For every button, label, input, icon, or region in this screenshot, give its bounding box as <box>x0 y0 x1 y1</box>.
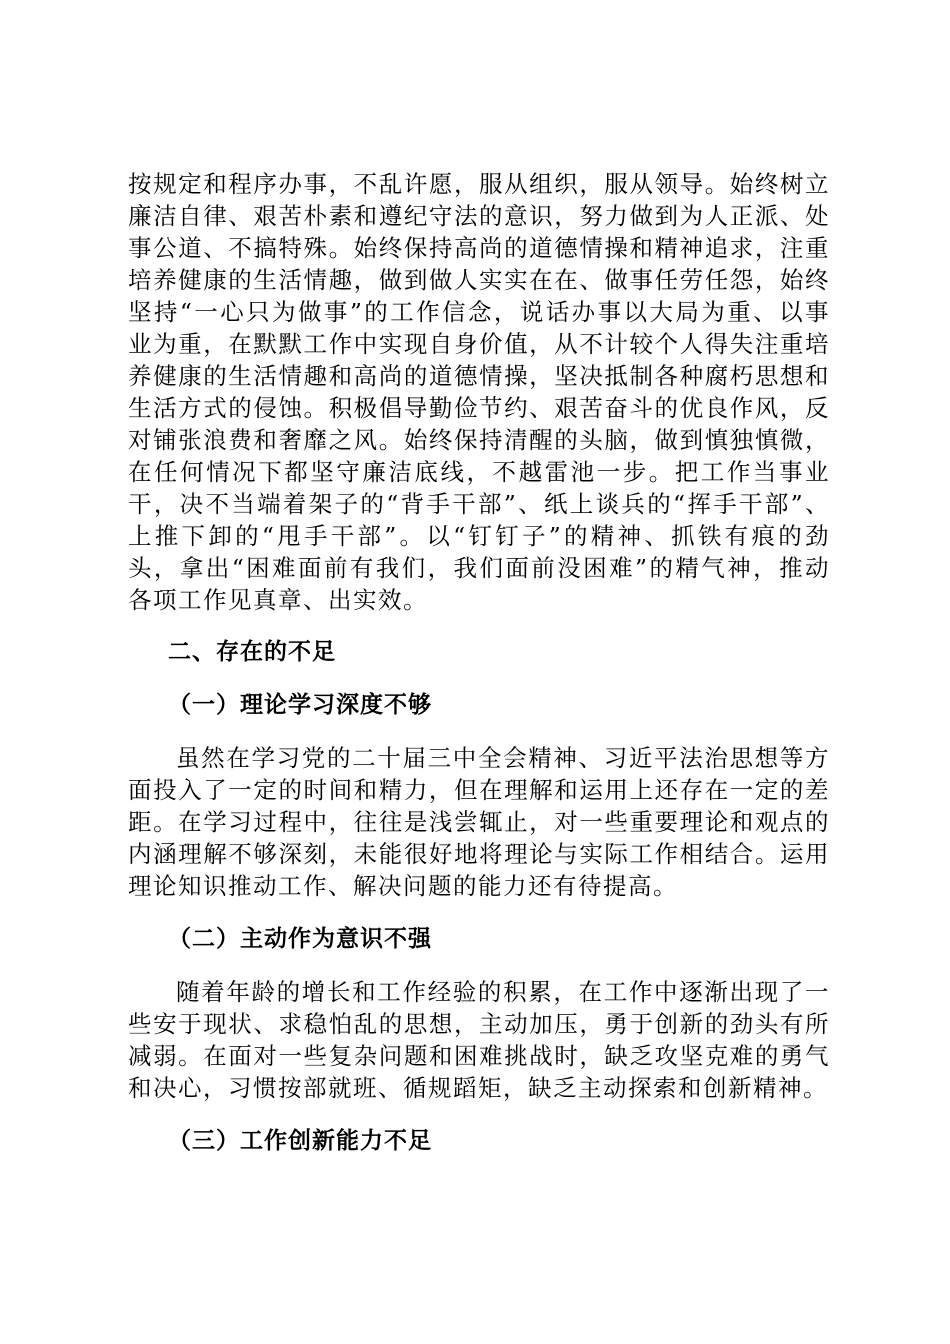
paragraph-theory-study: 虽然在学习党的二十届三中全会精神、习近平法治思想等方面投入了一定的时间和精力，但在理解和运用上还存在一定的差距。在学习过程中，往往是浅尝辄止，对一些重要理论和观点的内涵理解不够深刻，未能很好地将理论与实际工作相结合。运用理论知识推动工作、解决问题的能力还有待提高。 <box>128 744 830 900</box>
subheading-initiative: （二）主动作为意识不强 <box>168 926 432 952</box>
intro-paragraph: 按规定和程序办事，不乱许愿，服从组织，服从领导。始终树立廉洁自律、艰苦朴素和遵纪守法的意识，努力做到为人正派、处事公道、不搞特殊。始终保持高尚的道德情操和精神追求，注重培养健康的生活情趣，做到做人实实在在、做事任劳任怨，始终坚持“一心只为做事”的工作信念，说话办事以大局为重、以事业为重，在默默工作中实现自身价值，从不计较个人得失注重培养健康的生活情趣和高尚的道德情操，坚决抵制各种腐朽思想和生活方式的侵蚀。积极倡导勤俭节约、艰苦奋斗的优良作风，反对铺张浪费和奢靡之风。始终保持清醒的头脑，做到慎独慎微，在任何情况下都坚守廉洁底线，不越雷池一步。把工作当事业干，决不当端着架子的“背手干部”、纸上谈兵的“挥手干部”、上推下卸的“甩手干部”。以“钉钉子”的精神、抓铁有痕的劲头，拿出“困难面前有我们，我们面前没困难”的精气神，推动各项工作见真章、出实效。 <box>128 170 830 614</box>
subheading-innovation: （三）工作创新能力不足 <box>168 1128 432 1154</box>
document-body <box>128 168 830 1157</box>
section-heading-shortcomings: 二、存在的不足 <box>168 639 336 665</box>
subheading-theory-study: （一）理论学习深度不够 <box>168 692 432 718</box>
paragraph-initiative: 随着年龄的增长和工作经验的积累，在工作中逐渐出现了一些安于现状、求稳怕乱的思想，主动加压，勇于创新的劲头有所减弱。在面对一些复杂问题和困难挑战时，缺乏攻坚克难的勇气和决心，习惯按部就班、循规蹈矩，缺乏主动探索和创新精神。 <box>128 978 830 1102</box>
